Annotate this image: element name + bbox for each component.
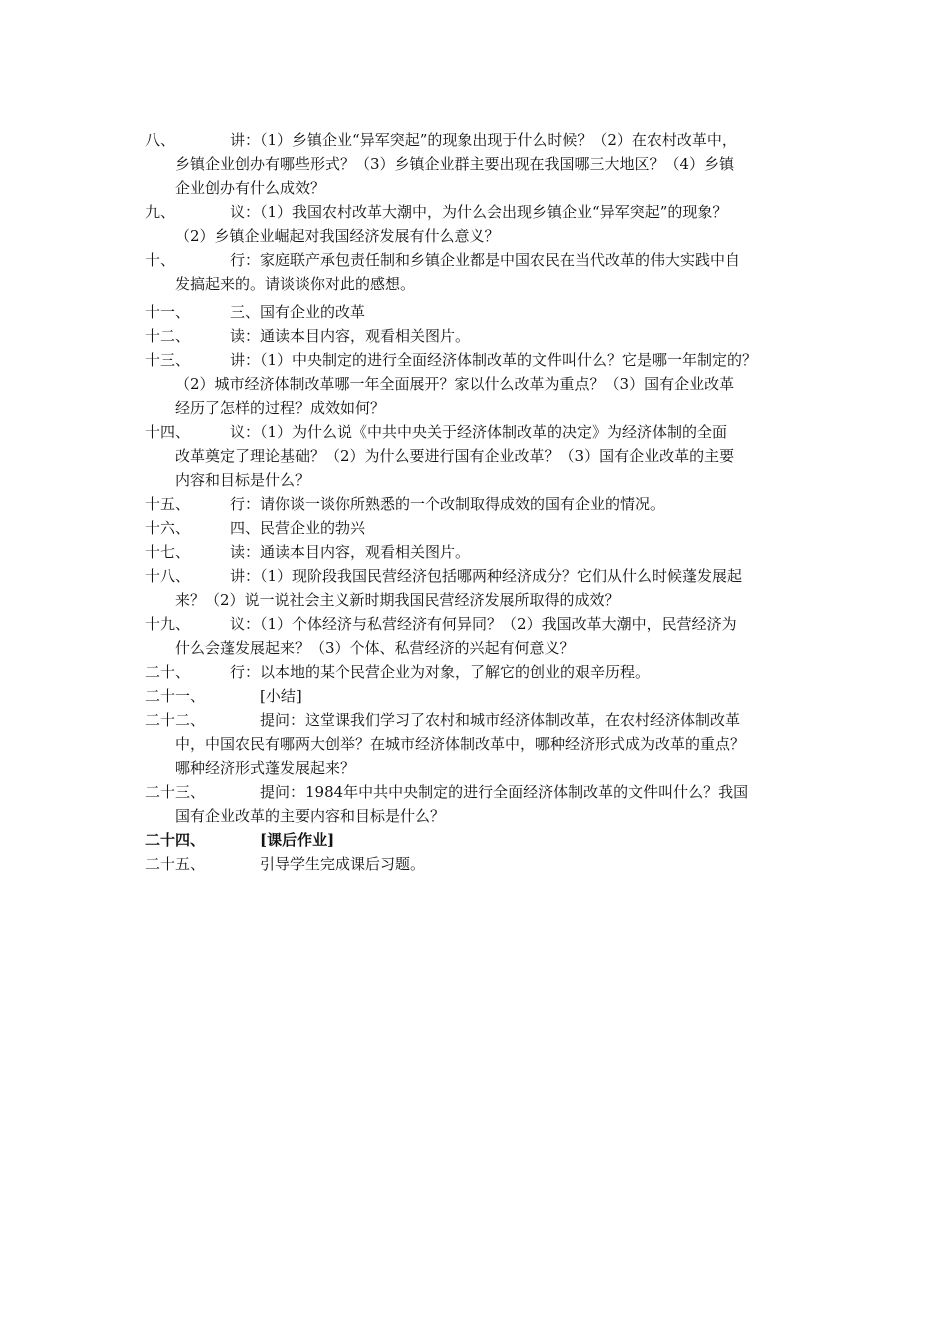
item-number: 十三、 — [145, 351, 191, 369]
list-item — [145, 516, 810, 540]
item-line: 哪种经济形式蓬发展起来？ — [175, 759, 356, 777]
item-number: 二十四、 — [145, 831, 206, 849]
item-number: 二十一、 — [145, 687, 206, 705]
item-number: 二十、 — [145, 663, 191, 681]
item-line: 读：通读本目内容，观看相关图片。 — [230, 543, 471, 561]
item-line: 企业创办有什么成效？ — [175, 179, 326, 197]
list-item — [145, 612, 810, 660]
list-item — [145, 324, 810, 348]
item-line: 行：家庭联产承包责任制和乡镇企业都是中国农民在当代改革的伟大实践中自 — [230, 251, 741, 269]
list-item — [145, 420, 810, 492]
list-item — [145, 300, 810, 324]
item-number: 十八、 — [145, 567, 191, 585]
item-line: 三、国有企业的改革 — [230, 303, 366, 321]
item-number: 二十三、 — [145, 783, 206, 801]
item-number: 十、 — [145, 251, 176, 269]
item-line: 提问：1984年中共中央制定的进行全面经济体制改革的文件叫什么？我国 — [260, 783, 749, 801]
list-item — [145, 128, 810, 200]
item-line: 行：请你谈一谈你所熟悉的一个改制取得成效的国有企业的情况。 — [230, 495, 666, 513]
list-item — [145, 708, 810, 780]
item-line: （2）城市经济体制改革哪一年全面展开？家以什么改革为重点？（3）国有企业改革 — [175, 375, 735, 393]
item-line: 议：（1）我国农村改革大潮中，为什么会出现乡镇企业“异军突起”的现象？ — [230, 203, 728, 221]
item-number: 十四、 — [145, 423, 191, 441]
item-line: 行：以本地的某个民营企业为对象，了解它的创业的艰辛历程。 — [230, 663, 651, 681]
list-item — [145, 348, 810, 420]
item-line: [小结] — [260, 687, 302, 705]
item-line: 议：（1）个体经济与私营经济有何异同？（2）我国改革大潮中，民营经济为 — [230, 615, 737, 633]
item-number: 十五、 — [145, 495, 191, 513]
list-item — [145, 200, 810, 248]
item-line: 讲：（1）中央制定的进行全面经济体制改革的文件叫什么？它是哪一年制定的？ — [230, 351, 758, 369]
item-line: 乡镇企业创办有哪些形式？（3）乡镇企业群主要出现在我国哪三大地区？（4）乡镇 — [175, 155, 735, 173]
item-line: 内容和目标是什么？ — [175, 471, 311, 489]
item-line: 提问：这堂课我们学习了农村和城市经济体制改革，在农村经济体制改革 — [260, 711, 741, 729]
item-line: [课后作业] — [260, 831, 335, 849]
list-item — [145, 780, 810, 828]
list-item — [145, 564, 810, 612]
item-line: 国有企业改革的主要内容和目标是什么？ — [175, 807, 446, 825]
item-number: 八、 — [145, 131, 176, 149]
item-line: 中，中国农民有哪两大创举？在城市经济体制改革中，哪种经济形式成为改革的重点？ — [175, 735, 746, 753]
item-number: 十六、 — [145, 519, 191, 537]
item-line: 引导学生完成课后习题。 — [260, 855, 426, 873]
item-line: 四、民营企业的勃兴 — [230, 519, 366, 537]
item-number: 二十五、 — [145, 855, 206, 873]
item-number: 十二、 — [145, 327, 191, 345]
list-item — [145, 248, 810, 296]
item-line: 讲：（1）现阶段我国民营经济包括哪两种经济成分？它们从什么时候蓬发展起 — [230, 567, 743, 585]
item-number: 九、 — [145, 203, 176, 221]
item-line: 读：通读本目内容，观看相关图片。 — [230, 327, 471, 345]
item-line: 讲：（1）乡镇企业“异军突起”的现象出现于什么时候？（2）在农村改革中， — [230, 131, 737, 149]
item-number: 十一、 — [145, 303, 191, 321]
item-line: 来？（2）说一说社会主义新时期我国民营经济发展所取得的成效？ — [175, 591, 620, 609]
item-number: 十七、 — [145, 543, 191, 561]
list-item — [145, 660, 810, 684]
item-line: （2）乡镇企业崛起对我国经济发展有什么意义？ — [175, 227, 500, 245]
item-line: 什么会蓬发展起来？（3）个体、私营经济的兴起有何意义？ — [175, 639, 575, 657]
item-number: 二十二、 — [145, 711, 206, 729]
list-item — [145, 540, 810, 564]
list-item — [145, 852, 810, 876]
item-number: 十九、 — [145, 615, 191, 633]
item-line: 经历了怎样的过程？成效如何？ — [175, 399, 386, 417]
list-item — [145, 828, 810, 852]
item-line: 发搞起来的。请谈谈你对此的感想。 — [175, 275, 416, 293]
list-item — [145, 492, 810, 516]
item-line: 改革奠定了理论基础？（2）为什么要进行国有企业改革？（3）国有企业改革的主要 — [175, 447, 735, 465]
item-line: 议：（1）为什么说《中共中央关于经济体制改革的决定》为经济体制的全面 — [230, 423, 728, 441]
list-item — [145, 684, 810, 708]
